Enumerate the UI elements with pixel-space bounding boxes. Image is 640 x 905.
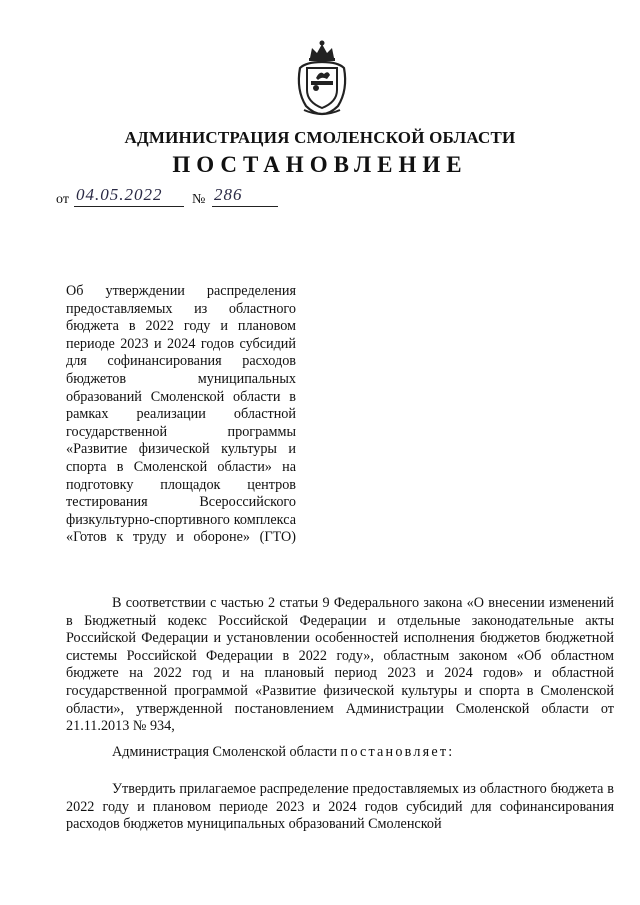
subject-text: Об утверждении распределения предоставляемых из областного бюджета в 2022 году и плановом периоде 2023 и 2024 годов субсидий для софинансирования расходов бюджетов муниципальных образований Смоленской области в рамках реализации областной государственной программы «Развитие физической культуры и спорта в Смоленской области» на подготовку площадок центров тестирования Всероссийского физкультурно-спортивного комплекса «Готов к труду и обороне» (ГТО) (66, 283, 296, 546)
document-type-title: ПОСТАНОВЛЕНИЕ (172, 152, 468, 177)
document-number: 286 (212, 186, 278, 207)
document-date: 04.05.2022 (74, 186, 184, 207)
paragraph-resolution (66, 744, 614, 762)
paragraph-legal-basis: В соответствии с частью 2 статьи 9 Федерального закона «О внесении изменений в Бюджетный кодекс Российской Федерации и отдельные законодательные акты Российской Федерации и установлении особенностей исполнения бюджетов бюджетной системы Российской Федерации в 2022 году», областным законом «Об областном бюджете на 2022 год и на плановый период 2023 и 2024 годов» и областной государственной программой «Развитие физической культуры и спорта в Смоленской области», утвержденной постановлением Администрации Смоленской области от 21.11.2013 № 934, (66, 595, 614, 735)
paragraph-approve: Утвердить прилагаемое распределение предоставляемых из областного бюджета в 2022 году и плановом периоде 2023 и 2024 годов субсидий для софинансирования расходов бюджетов муниципальных образований Смоленской (66, 781, 614, 833)
number-label: № (192, 192, 206, 207)
resolution-verb: постановляет: (340, 744, 455, 760)
resolution-subject: Администрация Смоленской области (112, 744, 337, 760)
date-prefix: от (56, 192, 69, 207)
organization-title: АДМИНИСТРАЦИЯ СМОЛЕНСКОЙ ОБЛАСТИ (124, 128, 516, 147)
document-subject (66, 283, 296, 547)
smolensk-coat-of-arms-icon (294, 38, 350, 118)
date-number-line (56, 186, 316, 210)
